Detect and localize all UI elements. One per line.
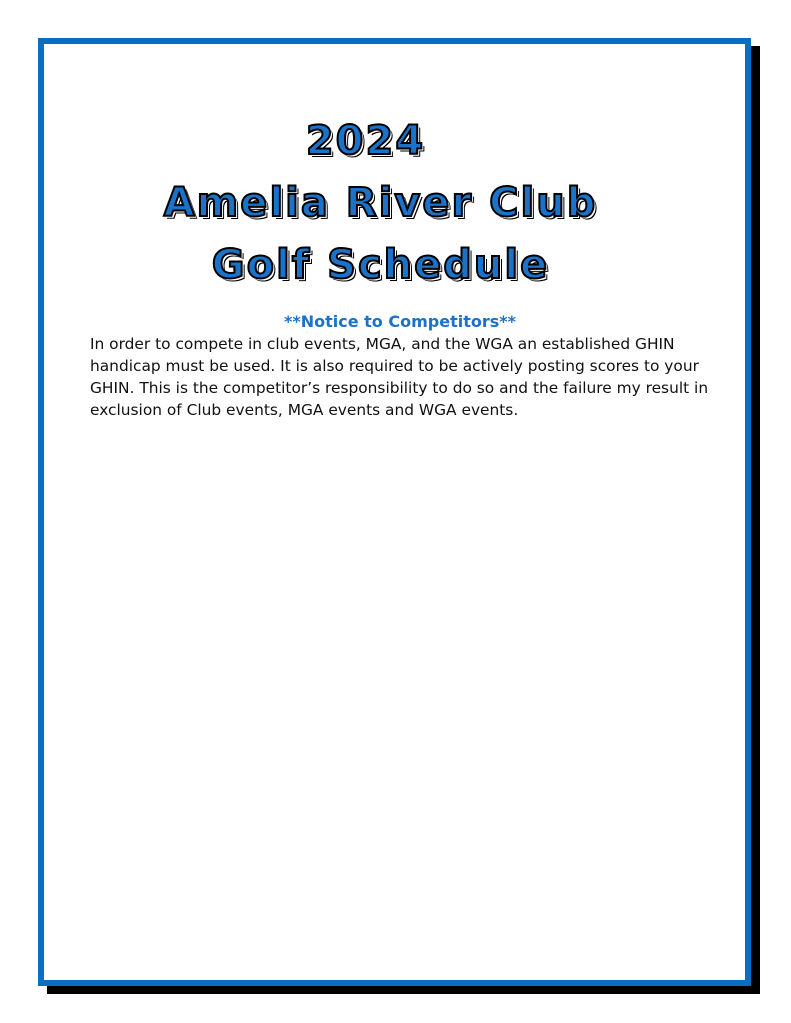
notice-section — [90, 312, 730, 421]
title-year: 2024 — [305, 118, 426, 164]
page-frame — [38, 38, 751, 986]
notice-heading: **Notice to Competitors** — [284, 312, 516, 331]
title-golf-schedule: Golf Schedule — [211, 242, 550, 288]
notice-body: In order to compete in club events, MGA, and the WGA an established GHIN handicap must be used. It is also required to be actively posting scores to your GHIN. This is the competitor’s responsibility to do so and the failure my result in exclusion of Club events, MGA events and WGA events. — [90, 335, 709, 419]
title-block — [44, 110, 757, 296]
title-club-name: Amelia River Club — [163, 180, 598, 226]
